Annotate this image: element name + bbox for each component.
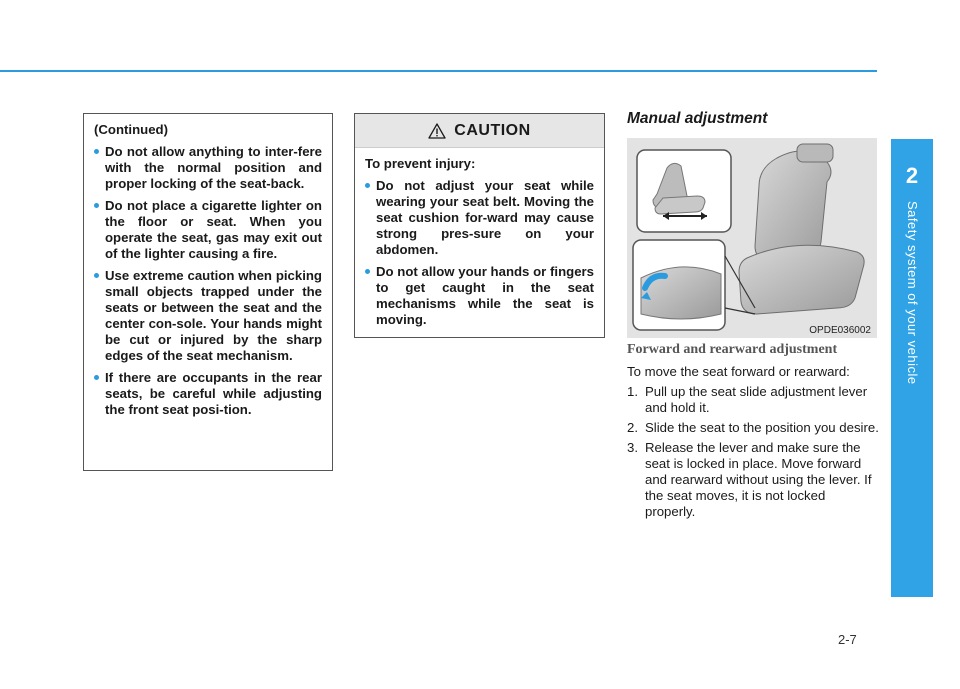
- chapter-tab: [891, 139, 933, 597]
- continued-label: (Continued): [94, 122, 168, 137]
- caution-header: [355, 114, 604, 148]
- step-text: Pull up the seat slide adjustment lever and hold it.: [645, 384, 868, 415]
- intro-text: To move the seat forward or rearward:: [627, 364, 850, 379]
- caution-box: [354, 113, 605, 338]
- step-number: 1.: [627, 384, 638, 399]
- warning-continued-box: [83, 113, 333, 471]
- step-text: Release the lever and make sure the seat is locked in place. Move forward and rearward without using the lever. If the seat moves, it is not locked properly.: [645, 440, 872, 519]
- list-item: Use extreme caution when picking small objects trapped under the seats or between the seat and the center con-sole. Your hands might be cut or injured by the sharp edges of the seat mechanism.: [94, 268, 322, 364]
- list-item: [627, 384, 879, 416]
- list-item: Do not allow your hands or fingers to get caught in the seat mechanisms while the seat is moving.: [365, 264, 594, 328]
- caution-title: CAUTION: [454, 121, 531, 139]
- list-item: Do not place a cigarette lighter on the floor or seat. When you operate the seat, gas may exit out of the lighter causing a fire.: [94, 198, 322, 262]
- section-title: Manual adjustment: [627, 110, 768, 127]
- chapter-title: Safety system of your vehicle: [905, 201, 920, 385]
- seat-diagram-icon: [627, 138, 877, 338]
- step-number: 2.: [627, 420, 638, 435]
- warning-triangle-icon: [428, 123, 446, 139]
- page-number: 2-7: [838, 632, 857, 647]
- seat-illustration: [627, 138, 877, 338]
- header-rule: [0, 70, 877, 72]
- list-item: Do not allow anything to inter-fere with the normal position and proper locking of the seat-back.: [94, 144, 322, 192]
- list-item: [627, 440, 879, 520]
- subheading: Forward and rearward adjustment: [627, 342, 838, 357]
- list-item: Do not adjust your seat while wearing your seat belt. Moving the seat cushion for-ward may cause strong pres-sure on your abdomen.: [365, 178, 594, 258]
- list-item: [627, 420, 879, 436]
- step-number: 3.: [627, 440, 638, 455]
- figure-code: OPDE036002: [809, 325, 871, 336]
- list-item: If there are occupants in the rear seats, be careful while adjusting the front seat posi-tion.: [94, 370, 322, 418]
- caution-lead: To prevent injury:: [365, 156, 476, 171]
- instructions: [627, 364, 879, 524]
- chapter-number: 2: [905, 163, 919, 188]
- step-text: Slide the seat to the position you desire.: [645, 420, 879, 435]
